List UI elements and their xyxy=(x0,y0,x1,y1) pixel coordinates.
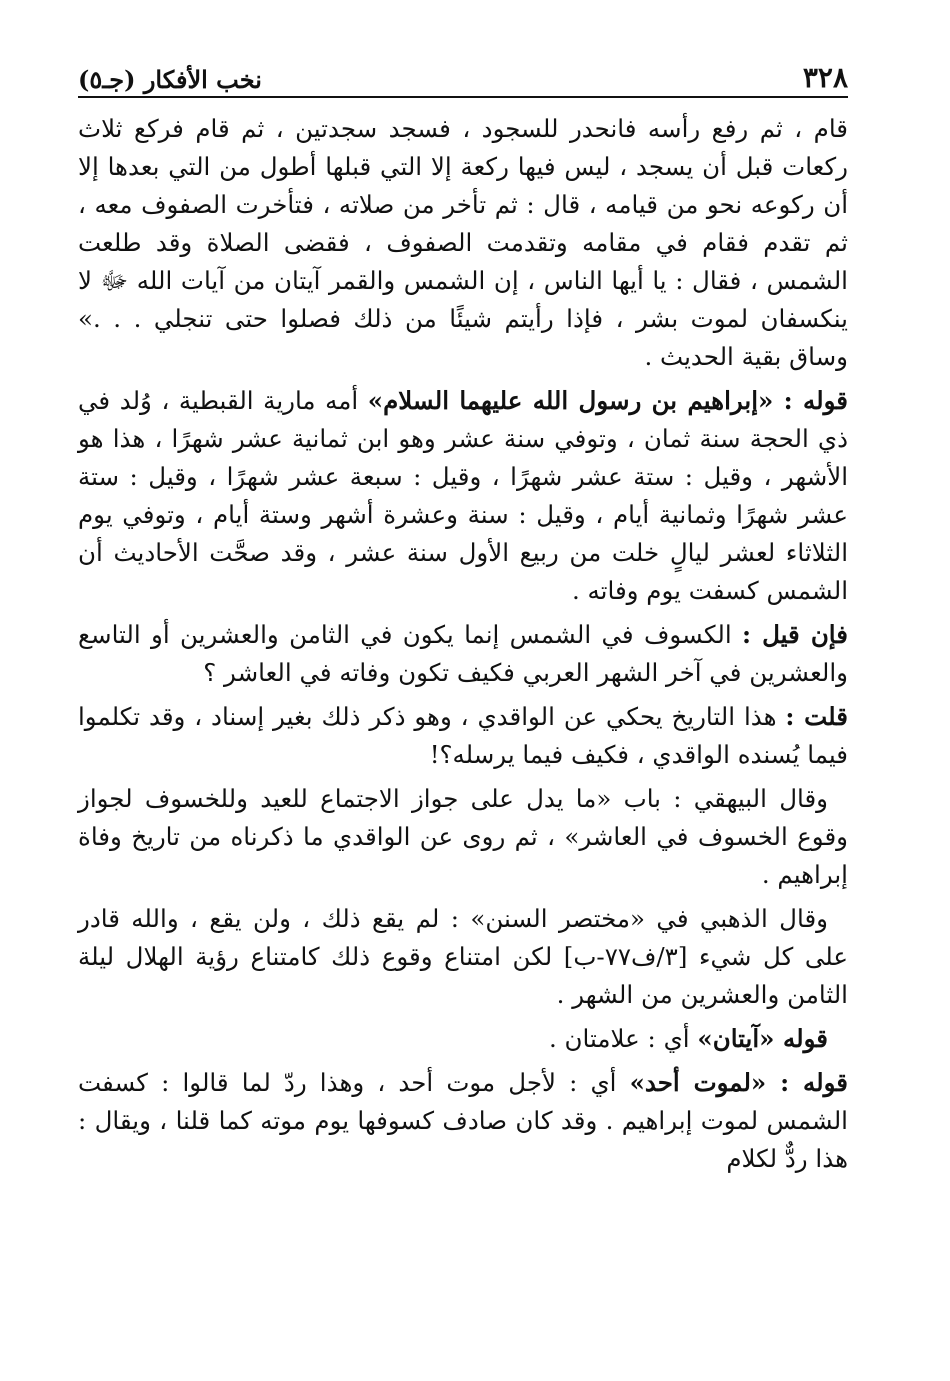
page-header xyxy=(78,52,848,98)
paragraph-lead: قوله «آيتان» xyxy=(697,1024,828,1053)
paragraph-death xyxy=(78,1064,848,1178)
paragraph-text: وقال الذهبي في «مختصر السنن» : لم يقع ذلك ، ولن يقع ، والله قادر على كل شيء [٣/ف٧٧-ب] لكن امتناع وقوع ذلك كامتناع رؤية الهلال ليلة الثامن والعشرين من الشهر . xyxy=(78,904,848,1009)
paragraph-lead: قلت : xyxy=(785,702,848,731)
paragraph-text: أي : لأجل موت أحد ، وهذا ردّ لما قالوا : كسفت الشمس لموت إبراهيم . وقد كان صادف كسوفها يوم موته كما قلنا ، ويقال : هذا ردٌّ لكلام xyxy=(78,1068,848,1173)
page-body xyxy=(78,110,848,1178)
page-number: ٣٢٨ xyxy=(802,61,848,94)
paragraph-hadith-continuation xyxy=(78,110,848,376)
running-title: نخب الأفكار (جـ٥) xyxy=(78,65,262,94)
paragraph-ibrahim xyxy=(78,382,848,610)
document-page xyxy=(78,52,848,1184)
paragraph-text: أمه مارية القبطية ، وُلد في ذي الحجة سنة ثمان ، وتوفي سنة عشر وهو ابن ثمانية عشر شهرًا ، هذا هو الأشهر ، وقيل : ستة عشر شهرًا ، وقيل : سبعة عشر شهرًا ، وقيل : ستة عشر شهرًا وثمانية أيام ، وقيل : سنة وعشرة أشهر وستة أيام ، وتوفي يوم الثلاثاء لعشر ليالٍ خلت من ربيع الأول سنة عشر ، وقد صحَّت الأحاديث أن الشمس كسفت يوم وفاته . xyxy=(78,386,849,605)
paragraph-objection xyxy=(78,616,848,692)
paragraph-ayatan xyxy=(78,1020,848,1058)
paragraph-bayhaqi xyxy=(78,780,848,894)
paragraph-text: قام ، ثم رفع رأسه فانحدر للسجود ، فسجد سجدتين ، ثم قام فركع ثلاث ركعات قبل أن يسجد ، ليس فيها ركعة إلا التي قبلها أطول من التي بعدها إلا أن ركوعه نحو من قيامه ، قال : ثم تأخر من صلاته ، فتأخرت الصفوف معه ، ثم تقدم فقام في مقامه وتقدمت الصفوف ، فقضى الصلاة وقد طلعت الشمس ، فقال : يا أيها الناس ، إن الشمس والقمر آيتان من آيات الله ﷻ لا ينكسفان لموت بشر ، فإذا رأيتم شيئًا من ذلك فصلوا حتى تنجلي . . .» وساق بقية الحديث . xyxy=(78,114,848,371)
paragraph-dhahabi xyxy=(78,900,848,1014)
paragraph-text: أي : علامتان . xyxy=(548,1024,690,1053)
paragraph-reply xyxy=(78,698,848,774)
paragraph-lead: فإن قيل : xyxy=(741,620,848,649)
paragraph-text: الكسوف في الشمس إنما يكون في الثامن والعشرين أو التاسع والعشرين في آخر الشهر العربي فكيف تكون وفاته في العاشر ؟ xyxy=(78,620,848,687)
paragraph-text: هذا التاريخ يحكي عن الواقدي ، وهو ذكر ذلك بغير إسناد ، وقد تكلموا فيما يُسنده الواقدي ، فكيف فيما يرسله؟! xyxy=(78,702,848,769)
paragraph-text: وقال البيهقي : باب «ما يدل على جواز الاجتماع للعيد وللخسوف لجواز وقوع الخسوف في العاشر» ، ثم روى عن الواقدي ما ذكرناه من تاريخ وفاة إبراهيم . xyxy=(78,784,848,889)
paragraph-lead: قوله : «لموت أحد» xyxy=(629,1068,848,1097)
paragraph-lead: قوله : «إبراهيم بن رسول الله عليهما السلام» xyxy=(367,386,848,415)
